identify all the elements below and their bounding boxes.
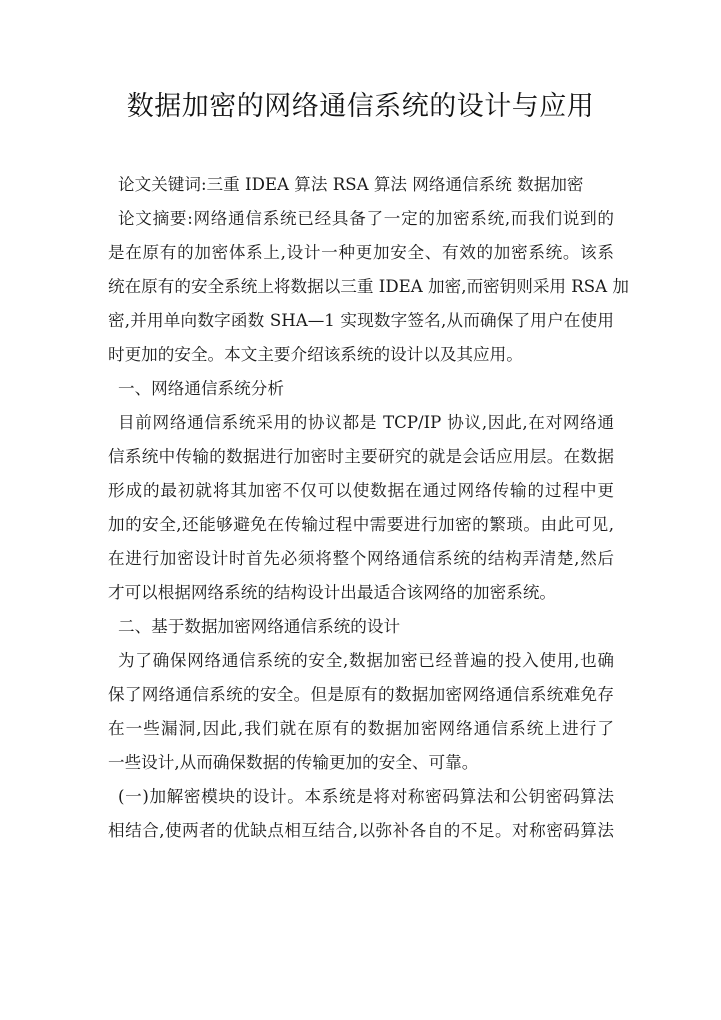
document-body	[108, 168, 630, 848]
abstract-line: 统在原有的安全系统上将数据以三重 IDEA 加密,而密钥则采用 RSA 加	[108, 277, 630, 296]
body-line: 在进行加密设计时首先必须将整个网络通信系统的结构弄清楚,然后	[108, 549, 614, 568]
section-heading-2: 二、基于数据加密网络通信系统的设计	[118, 617, 401, 636]
abstract-line: 密,并用单向数字函数 SHA—1 实现数字签名,从而确保了用户在使用	[108, 311, 614, 330]
document-title: 数据加密的网络通信系统的设计与应用	[126, 91, 595, 122]
abstract-line: 是在原有的加密体系上,设计一种更加安全、有效的加密系统。该系	[108, 243, 614, 262]
body-line: 为了确保网络通信系统的安全,数据加密已经普遍的投入使用,也确	[118, 651, 614, 670]
body-line: 保了网络通信系统的安全。但是原有的数据加密网络通信系统难免存	[108, 685, 614, 704]
body-line: 才可以根据网络系统的结构设计出最适合该网络的加密系统。	[108, 583, 557, 602]
body-line: 形成的最初就将其加密不仅可以使数据在通过网络传输的过程中更	[108, 481, 614, 500]
subsection-line: (一)加解密模块的设计。本系统是将对称密码算法和公钥密码算法	[118, 787, 614, 806]
abstract-line: 时更加的安全。本文主要介绍该系统的设计以及其应用。	[108, 345, 523, 364]
body-line: 在一些漏洞,因此,我们就在原有的数据加密网络通信系统上进行了	[108, 719, 614, 738]
section-heading-1: 一、网络通信系统分析	[118, 379, 284, 398]
body-line: 信系统中传输的数据进行加密时主要研究的就是会话应用层。在数据	[108, 447, 614, 466]
subsection-line: 相结合,使两者的优缺点相互结合,以弥补各自的不足。对称密码算法	[108, 821, 614, 840]
body-line: 目前网络通信系统采用的协议都是 TCP/IP 协议,因此,在对网络通	[118, 413, 614, 432]
keywords-line: 论文关键词:三重 IDEA 算法 RSA 算法 网络通信系统 数据加密	[118, 175, 584, 194]
body-line: 一些设计,从而确保数据的传输更加的安全、可靠。	[108, 753, 479, 772]
body-line: 加的安全,还能够避免在传输过程中需要进行加密的繁琐。由此可见,	[108, 515, 614, 534]
abstract-line: 论文摘要:网络通信系统已经具备了一定的加密系统,而我们说到的	[118, 209, 614, 228]
